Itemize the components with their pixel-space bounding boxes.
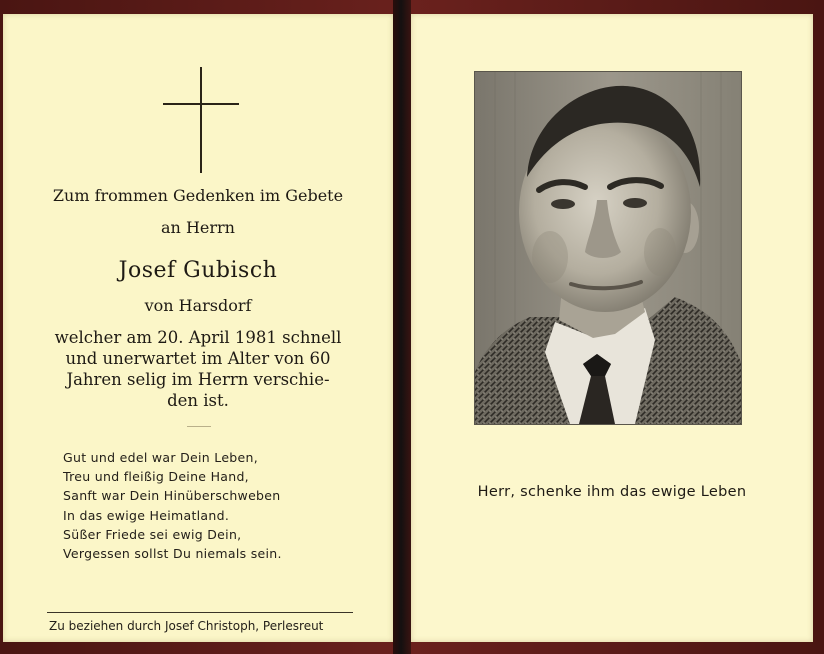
obituary-line: welcher am 20. April 1981 schnell [54, 328, 342, 347]
poem-line: Gut und edel war Dein Leben, [63, 450, 259, 465]
left-card [3, 14, 393, 642]
ornament-rule [187, 426, 211, 427]
obituary-line: und unerwartet im Alter von 60 [65, 349, 331, 368]
obituary-line: den ist. [167, 391, 229, 410]
deceased-name: Josef Gubisch [118, 258, 278, 283]
intro-line-2: an Herrn [161, 218, 235, 237]
portrait-image [475, 72, 741, 424]
origin-line: von Harsdorf [144, 296, 252, 315]
portrait-photo [475, 72, 741, 424]
intro-line-1: Zum frommen Gedenken im Gebete [52, 186, 344, 205]
prayer-caption: Herr, schenke ihm das ewige Leben [477, 484, 747, 500]
poem-line: Sanft war Dein Hinüberschweben [63, 488, 281, 504]
obituary-text [3, 327, 393, 411]
poem-line: Süßer Friede sei ewig Dein, [63, 526, 242, 542]
poem-line: Vergessen sollst Du niemals sein. [63, 546, 282, 562]
cross-icon [200, 67, 202, 173]
right-card [411, 14, 813, 642]
poem [63, 448, 353, 563]
poem-line: In das ewige Heimatland. [63, 507, 230, 523]
publisher-footer: Zu beziehen durch Josef Christoph, Perlesreut [49, 619, 324, 633]
footer-divider [47, 612, 353, 613]
cross-icon-bar [163, 103, 239, 105]
card-gutter [393, 0, 411, 654]
obituary-line: Jahren selig im Herrn verschie- [66, 370, 330, 389]
poem-line: Treu und fleißig Deine Hand, [63, 469, 249, 485]
